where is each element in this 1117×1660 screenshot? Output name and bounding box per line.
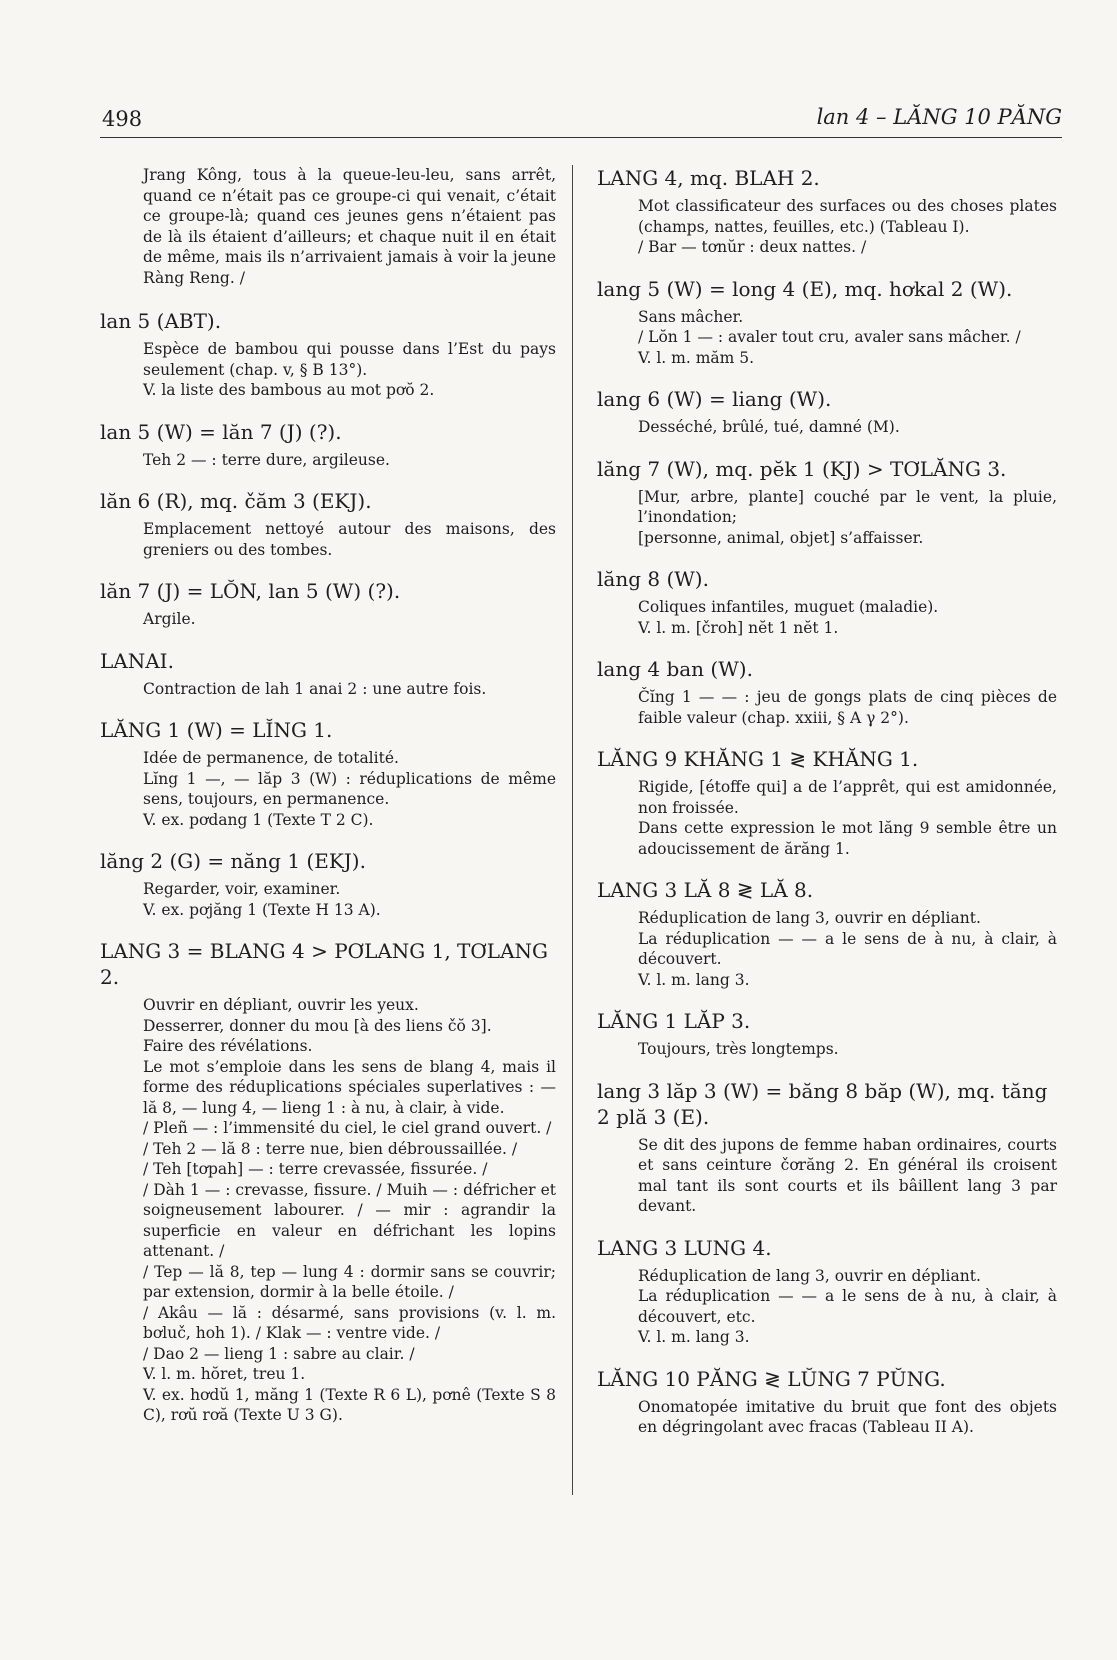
entry-headword: LANG 4, mq. BLAH 2.	[597, 166, 820, 190]
entry-line: Desserrer, donner du mou [à des liens čŏ 3].	[143, 1016, 492, 1035]
page-number: 498	[102, 107, 143, 131]
entry-headword: lang 3 lăp 3 (W) = băng 8 băp (W), mq. tăng 2 plă 3 (E).	[597, 1078, 1048, 1129]
dictionary-entry	[597, 746, 1057, 859]
left-entries	[100, 308, 556, 1426]
entry-line: Dans cette expression le mot lăng 9 semble être un adoucissement de ărăng 1.	[638, 819, 1057, 858]
entry-line: V. la liste des bambous au mot pơŏ 2.	[143, 381, 435, 399]
dictionary-entry	[597, 1235, 1057, 1348]
dictionary-entry	[100, 648, 556, 700]
column-divider	[572, 165, 573, 1495]
entry-headword: lang 6 (W) = liang (W).	[597, 387, 832, 411]
entry-headword: lăn 6 (R), mq. čăm 3 (EKJ).	[100, 489, 372, 513]
entry-headword: LANAI.	[100, 648, 174, 673]
entry-line: Onomatopée imitative du bruit que font des objets en dégringolant avec fracas (Tableau II A).	[638, 1397, 1057, 1436]
dictionary-entry	[597, 165, 1057, 258]
dictionary-entry	[100, 578, 556, 630]
entry-line: [Mur, arbre, plante] couché par le vent, la pluie, l’inondation;	[638, 487, 1057, 526]
dictionary-entry	[100, 938, 556, 1426]
entry-line: La réduplication — — a le sens de à nu, à clair, à découvert, etc.	[638, 1287, 1057, 1326]
entry-line: Idée de permanence, de totalité.	[143, 749, 399, 767]
entry-line: / Tep — lă 8, tep — lung 4 : dormir sans se couvrir; par extension, dormir à la belle étoile. /	[143, 1262, 556, 1301]
entry-headword: LĂNG 1 (W) = LĬNG 1.	[100, 718, 333, 742]
entry-headword: LĂNG 10 PĂNG ≷ LŬNG 7 PŬNG.	[597, 1366, 946, 1391]
entry-headword: lan 5 (W) = lăn 7 (J) (?).	[100, 419, 342, 444]
entry-line: Emplacement nettoyé autour des maisons, des greniers ou des tombes.	[143, 520, 556, 559]
header-rule	[100, 137, 1062, 138]
entry-line: Mot classificateur des surfaces ou des choses plates (champs, nattes, feuilles, etc.) (Tableau I).	[638, 197, 1057, 236]
entry-line: Réduplication de lang 3, ouvrir en dépliant.	[638, 1266, 981, 1285]
entry-line: / Lŏn 1 — : avaler tout cru, avaler sans mâcher. /	[638, 328, 1021, 346]
running-title: lan 4 – LĂNG 10 PĂNG	[816, 105, 1062, 129]
entry-line: Contraction de lah 1 anai 2 : une autre fois.	[143, 679, 487, 698]
entry-line: Espèce de bambou qui pousse dans l’Est du pays seulement (chap. v, § B 13°).	[143, 340, 556, 379]
entry-line: V. l. m. măm 5.	[638, 348, 755, 367]
entry-line: Réduplication de lang 3, ouvrir en dépliant.	[638, 909, 981, 927]
dictionary-entry	[597, 656, 1057, 728]
entry-headword: LĂNG 1 LĂP 3.	[597, 1009, 751, 1033]
entry-headword: LANG 3 LUNG 4.	[597, 1235, 772, 1260]
dictionary-entry	[597, 456, 1057, 549]
entry-line: Coliques infantiles, muguet (maladie).	[638, 598, 939, 616]
dictionary-entry	[100, 488, 556, 560]
entry-line: Se dit des jupons de femme haban ordinaires, courts et sans ceinture čơrăng 2. En général ils croisent mal tant ils sont courts et ils bâillent lang 3 par devant.	[638, 1135, 1057, 1215]
entry-line: V. l. m. lang 3.	[638, 970, 750, 989]
dictionary-entry	[100, 848, 556, 920]
dictionary-entry	[597, 1078, 1057, 1217]
entry-headword: lăng 7 (W), mq. pĕk 1 (KJ) > TƠLĂNG 3.	[597, 456, 1007, 481]
entry-line: V. ex. pơdang 1 (Texte T 2 C).	[143, 810, 374, 829]
entry-line: Rigide, [étoffe qui] a de l’apprêt, qui est amidonnée, non froissée.	[638, 778, 1057, 817]
entry-line: / Akâu — lă : désarmé, sans provisions (v. l. m. bơluč, hoh 1). / Klak — : ventre vide. /	[143, 1303, 556, 1342]
continuation-paragraph: Jrang Kông, tous à la queue-leu-leu, sans arrêt, quand ce n’était pas ce groupe-ci qui venait, c’était ce groupe-là; quand ces jeunes gens n’étaient pas de là ils étaient d’ailleurs; et chaque nuit il en était de même, mais ils n’arrivaient jamais à voir la jeune Ràng Reng. /	[143, 166, 556, 287]
entry-line: Teh 2 — : terre dure, argileuse.	[143, 450, 390, 469]
entry-line: Faire des révélations.	[143, 1037, 313, 1055]
dictionary-entry	[597, 877, 1057, 990]
entry-line: Sans mâcher.	[638, 307, 744, 326]
dictionary-entry	[597, 386, 1057, 438]
entry-line: / Teh 2 — lă 8 : terre nue, bien débroussaillée. /	[143, 1139, 518, 1158]
entry-line: Lĭng 1 —, — lăp 3 (W) : réduplications de même sens, toujours, en permanence.	[143, 769, 556, 808]
dictionary-entry	[597, 566, 1057, 638]
entry-line: / Dàh 1 — : crevasse, fissure. / Muih — : défricher et soigneusement labourer. / — mir : agrandir la superficie en valeur en défrichant les lopins attenant. /	[143, 1180, 556, 1260]
entry-line: V. l. m. [čroh] nĕt 1 nĕt 1.	[638, 618, 839, 637]
entry-line: La réduplication — — a le sens de à nu, à clair, à découvert.	[638, 929, 1057, 968]
page-header	[102, 103, 1062, 133]
entry-line: Desséché, brûlé, tué, damné (M).	[638, 418, 900, 436]
entry-headword: LANG 3 = BLANG 4 > PƠLANG 1, TƠLANG 2.	[100, 939, 548, 989]
entry-line: Argile.	[143, 610, 196, 628]
right-entries	[597, 165, 1057, 1438]
entry-line: / Pleñ — : l’immensité du ciel, le ciel grand ouvert. /	[143, 1119, 552, 1137]
entry-line: V. l. m. lang 3.	[638, 1328, 750, 1346]
entry-line: Čĭng 1 — — : jeu de gongs plats de cinq pièces de faible valeur (chap. xxiii, § A γ 2°).	[638, 688, 1057, 727]
entry-line: V. ex. pơjăng 1 (Texte H 13 A).	[143, 900, 381, 919]
entry-line: [personne, animal, objet] s’affaisser.	[638, 528, 924, 547]
entry-headword: lăng 2 (G) = năng 1 (EKJ).	[100, 849, 366, 873]
entry-line: / Bar — tơnŭr : deux nattes. /	[638, 238, 867, 256]
dictionary-entry	[100, 717, 556, 830]
entry-headword: lăng 8 (W).	[597, 567, 709, 591]
entry-headword: LĂNG 9 KHĂNG 1 ≷ KHĂNG 1.	[597, 747, 919, 771]
entry-headword: LANG 3 LĂ 8 ≷ LĂ 8.	[597, 878, 814, 902]
entry-line: / Dao 2 — lieng 1 : sabre au clair. /	[143, 1344, 415, 1363]
entry-line: Ouvrir en dépliant, ouvrir les yeux.	[143, 996, 419, 1014]
entry-line: / Teh [tơpah] — : terre crevassée, fissurée. /	[143, 1160, 488, 1178]
dictionary-entry	[100, 308, 556, 401]
dictionary-entry	[597, 1366, 1057, 1438]
left-column	[100, 165, 556, 1444]
entry-headword: lăn 7 (J) = LŎN, lan 5 (W) (?).	[100, 579, 401, 603]
dictionary-entry	[100, 419, 556, 471]
right-column	[597, 165, 1057, 1456]
dictionary-entry	[597, 1008, 1057, 1060]
entry-line: Le mot s’emploie dans les sens de blang 4, mais il forme des réduplications spéciales superlatives : — lă 8, — lung 4, — lieng 1 : à nu, à clair, à vide.	[143, 1057, 556, 1117]
entry-headword: lang 5 (W) = long 4 (E), mq. hơkal 2 (W).	[597, 276, 1013, 301]
entry-line: Regarder, voir, examiner.	[143, 880, 341, 898]
entry-line: V. ex. hơdŭ 1, măng 1 (Texte R 6 L), pơnê (Texte S 8 C), rơŭ rơă (Texte U 3 G).	[143, 1385, 556, 1424]
entry-line: V. l. m. hŏret, treu 1.	[143, 1365, 306, 1383]
entry-headword: lan 5 (ABT).	[100, 309, 222, 333]
entry-line: Toujours, très longtemps.	[638, 1040, 839, 1058]
dictionary-entry	[597, 276, 1057, 369]
entry-headword: lang 4 ban (W).	[597, 657, 753, 681]
